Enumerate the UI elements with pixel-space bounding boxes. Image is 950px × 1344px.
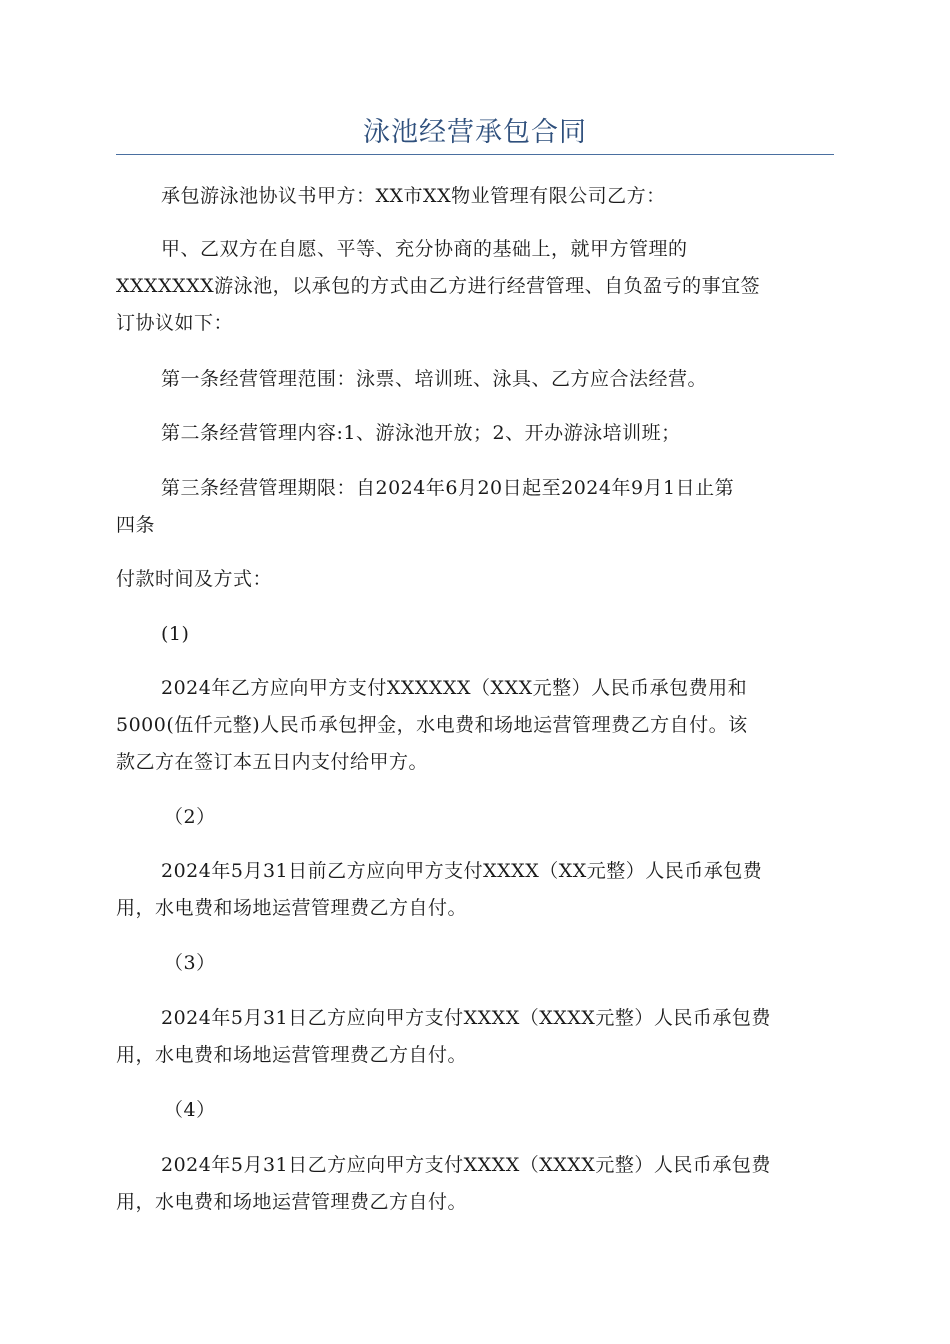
item-4-line2: 用，水电费和场地运营管理费乙方自付。: [116, 1191, 468, 1213]
paragraph-parties: 承包游泳池协议书甲方：XX市XX物业管理有限公司乙方：: [161, 185, 666, 207]
item-1-line3: 款乙方在签订本五日内支付给甲方。: [116, 751, 429, 773]
clause-1: 第一条经营管理范围：泳票、培训班、泳具、乙方应合法经营。: [161, 368, 708, 390]
payment-heading: 付款时间及方式：: [116, 568, 273, 590]
item-1-line1: 2024年乙方应向甲方支付XXXXXX（XXX元整）人民币承包费用和: [161, 677, 748, 699]
title-underline: [116, 154, 834, 155]
item-3-line1: 2024年5月31日乙方应向甲方支付XXXX（XXXX元整）人民币承包费: [161, 1007, 771, 1029]
item-1-line2: 5000(伍仟元整)人民币承包押金，水电费和场地运营管理费乙方自付。该: [116, 714, 748, 736]
item-marker-2: （2）: [164, 806, 216, 828]
paragraph-intro-line2: XXXXXXX游泳池，以承包的方式由乙方进行经营管理、自负盈亏的事宜签: [116, 275, 761, 297]
paragraph-intro-line3: 订协议如下：: [116, 312, 234, 334]
clause-3-line1: 第三条经营管理期限：自2024年6月20日起至2024年9月1日止第: [161, 477, 735, 499]
item-marker-3: （3）: [164, 952, 216, 974]
item-2-line2: 用，水电费和场地运营管理费乙方自付。: [116, 897, 468, 919]
paragraph-intro-line1: 甲、乙双方在自愿、平等、充分协商的基础上，就甲方管理的: [161, 238, 688, 260]
item-2-line1: 2024年5月31日前乙方应向甲方支付XXXX（XX元整）人民币承包费: [161, 860, 763, 882]
clause-3-line2: 四条: [116, 514, 156, 536]
clause-2: 第二条经营管理内容:1、游泳池开放；2、开办游泳培训班；: [161, 422, 681, 444]
document-title: 泳池经营承包合同: [363, 117, 587, 148]
item-marker-1: (1): [161, 623, 190, 645]
item-marker-4: （4）: [164, 1099, 216, 1121]
item-3-line2: 用，水电费和场地运营管理费乙方自付。: [116, 1044, 468, 1066]
item-4-line1: 2024年5月31日乙方应向甲方支付XXXX（XXXX元整）人民币承包费: [161, 1154, 771, 1176]
